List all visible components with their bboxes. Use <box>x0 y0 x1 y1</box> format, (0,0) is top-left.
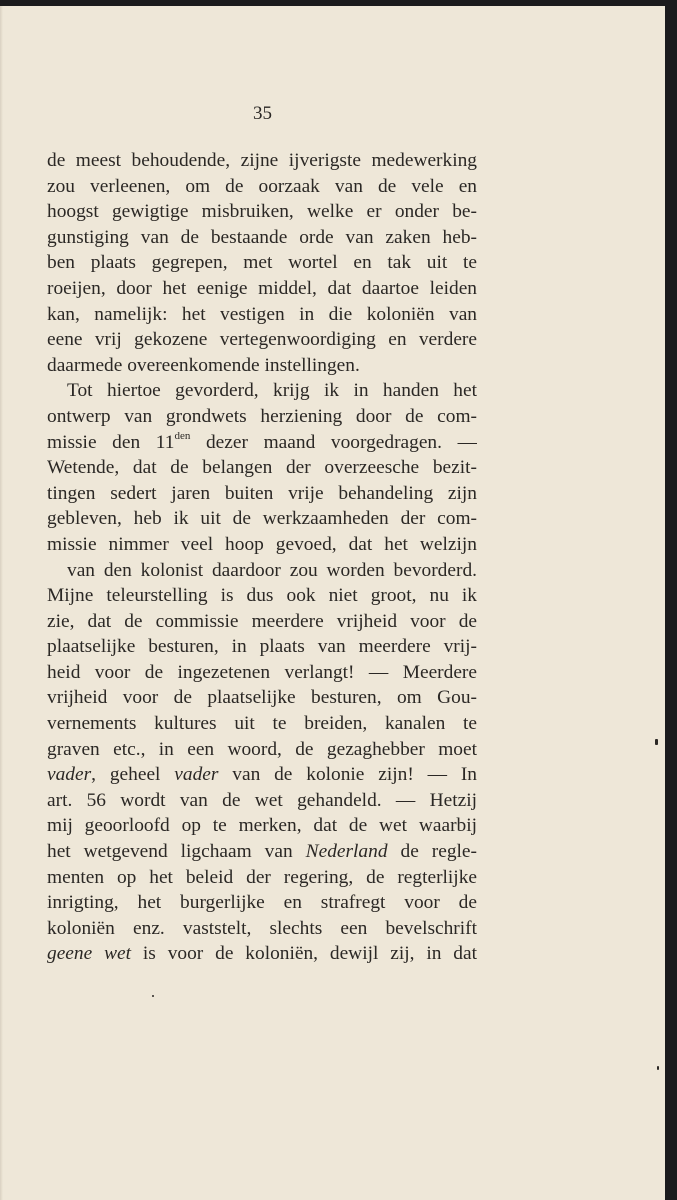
scan-speck <box>655 739 658 745</box>
text-segment: het wetgevend ligchaam van <box>47 841 306 863</box>
italic-text: Nederland <box>305 841 388 863</box>
text-segment: , geheel <box>91 764 175 786</box>
text-line <box>47 941 477 967</box>
text-line <box>47 890 477 916</box>
text-line <box>47 225 477 251</box>
text-line <box>47 788 477 814</box>
italic-text: geene wet <box>47 943 132 965</box>
text-line <box>47 737 477 763</box>
text-segment: zou verleenen, om de oorzaak van de vele en <box>47 175 477 197</box>
italic-text: vader <box>47 764 92 786</box>
text-segment: missie nimmer veel hoop gevoed, dat het welzijn <box>47 533 477 555</box>
text-line <box>47 532 477 558</box>
text-line <box>47 865 477 891</box>
text-line <box>47 762 477 788</box>
scan-speck <box>657 1066 659 1070</box>
text-line <box>47 558 477 584</box>
text-segment: de meest behoudende, zijne ijverigste medewerking <box>47 150 477 171</box>
text-segment: Tot hiertoe gevorderd, krijg ik in handen het <box>67 380 477 402</box>
text-line <box>47 839 477 865</box>
text-line <box>47 455 477 481</box>
italic-text: vader <box>174 764 219 786</box>
text-segment: is voor de koloniën, dewijl zij, in dat <box>131 943 477 965</box>
text-line <box>47 660 477 686</box>
body-text <box>47 148 477 967</box>
text-line <box>47 583 477 609</box>
page-number: 35 <box>253 103 272 124</box>
text-line <box>47 634 477 660</box>
text-line <box>47 430 477 456</box>
text-line <box>47 685 477 711</box>
text-segment: gebleven, heb ik uit de werkzaamheden der com- <box>47 508 477 530</box>
text-segment: gunstiging van de bestaande orde van zaken heb- <box>47 226 477 248</box>
text-line <box>47 711 477 737</box>
text-segment: tingen sedert jaren buiten vrije behandeling zijn <box>47 482 477 504</box>
text-segment: graven etc., in een woord, de gezaghebber moet <box>47 738 477 760</box>
text-segment: roeijen, door het eenige middel, dat daartoe leiden <box>47 277 477 299</box>
book-page <box>0 6 665 1200</box>
text-segment: kan, namelijk: het vestigen in die koloniën van <box>47 303 477 325</box>
text-line <box>47 250 477 276</box>
text-segment: plaatselijke besturen, in plaats van meerdere vrij- <box>47 636 477 658</box>
text-segment: de regle- <box>387 841 477 863</box>
text-line <box>47 404 477 430</box>
text-segment: vernements kultures uit te breiden, kanalen te <box>47 713 477 735</box>
text-line <box>47 174 477 200</box>
text-segment: van de kolonie zijn! — In <box>218 764 477 786</box>
text-line <box>47 813 477 839</box>
text-line <box>47 302 477 328</box>
text-segment: menten op het beleid der regering, de regterlijke <box>47 866 477 888</box>
text-segment: Wetende, dat de belangen der overzeesche bezit- <box>47 457 477 479</box>
text-segment: hoogst gewigtige misbruiken, welke er onder be- <box>47 201 477 223</box>
scan-speck <box>152 995 154 997</box>
text-line <box>47 506 477 532</box>
text-line <box>47 327 477 353</box>
superscript: den <box>174 430 191 443</box>
text-segment: ontwerp van grondwets herziening door de com- <box>47 405 477 427</box>
text-line <box>47 481 477 507</box>
text-segment: daarmede overeenkomende instellingen. <box>47 354 360 376</box>
text-segment: missie den 11 <box>47 431 175 453</box>
text-segment: zie, dat de commissie meerdere vrijheid voor de <box>47 610 477 632</box>
text-segment: vrijheid voor de plaatselijke besturen, om Gou- <box>47 687 477 709</box>
text-line <box>47 148 477 174</box>
text-line <box>47 199 477 225</box>
text-line <box>47 916 477 942</box>
text-segment: heid voor de ingezetenen verlangt! — Meerdere <box>47 661 477 683</box>
text-line <box>47 276 477 302</box>
text-line <box>47 353 477 379</box>
text-segment: inrigting, het burgerlijke en strafregt voor de <box>47 892 477 914</box>
text-segment: ben plaats gegrepen, met wortel en tak uit te <box>47 252 477 274</box>
text-segment: eene vrij gekozene vertegenwoordiging en verdere <box>47 329 477 351</box>
text-segment: Mijne teleurstelling is dus ook niet groot, nu ik <box>47 585 477 607</box>
text-line <box>47 609 477 635</box>
text-segment: art. 56 wordt van de wet gehandeld. — Hetzij <box>47 789 477 811</box>
text-segment: van den kolonist daardoor zou worden bevorderd. <box>67 559 477 581</box>
page-edge <box>0 6 3 1200</box>
text-segment: dezer maand voorgedragen. — <box>190 431 477 453</box>
text-segment: koloniën enz. vaststelt, slechts een bevelschrift <box>47 917 477 939</box>
text-segment: mij geoorloofd op te merken, dat de wet waarbij <box>47 815 477 837</box>
text-line <box>47 378 477 404</box>
